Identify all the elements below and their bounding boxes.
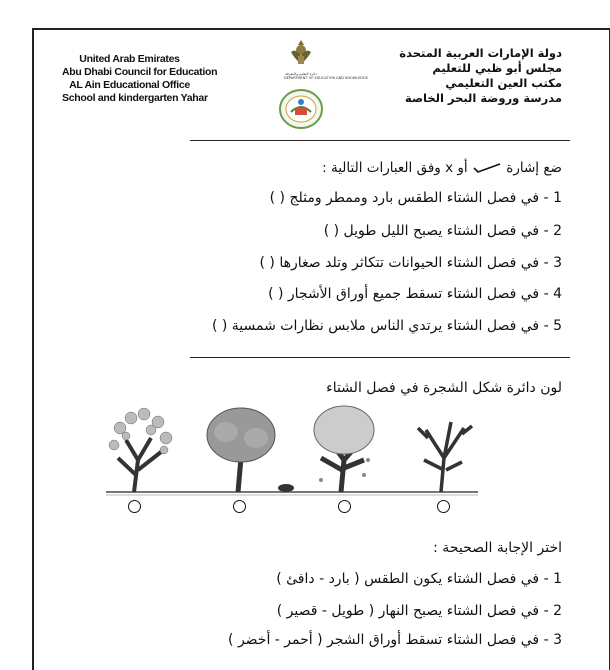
instruction-post: وفق العبارات التالية : <box>322 160 441 176</box>
department-logo <box>284 38 368 80</box>
true-false-item-2: 2 - في فصل الشتاء يصبح الليل طويل ( ) <box>323 223 562 239</box>
seasonal-trees-illustration <box>106 400 478 500</box>
cross-symbol: x <box>445 160 454 176</box>
school-seal <box>278 88 324 134</box>
check-mark-icon <box>472 162 502 174</box>
true-false-item-4: 4 - في فصل الشتاء تسقط جميع أوراق الأشجار ( ) <box>268 286 562 302</box>
header-en-line-3: AL Ain Educational Office <box>69 79 190 91</box>
instruction-pre: ضع إشارة <box>506 160 562 176</box>
tree-answer-circle-4[interactable] <box>437 500 450 513</box>
choice-item-1: 1 - في فصل الشتاء يكون الطقس ( بارد - دافئ ) <box>276 571 562 587</box>
choice-item-3: 3 - في فصل الشتاء تسقط أوراق الشجر ( أحمر - أخضر ) <box>228 632 562 648</box>
true-false-item-3: 3 - في فصل الشتاء الحيوانات تتكاثر وتلد صغارها ( ) <box>259 255 562 271</box>
spring-tree <box>109 408 172 492</box>
header-ar-line-3: مكتب العين التعليمي <box>445 76 562 90</box>
autumn-tree <box>314 406 374 492</box>
header-en-line-1: United Arab Emirates <box>79 53 180 65</box>
header-en-line-2: Abu Dhabi Council for Education <box>62 66 218 78</box>
section1-instruction <box>322 160 562 176</box>
section-divider <box>190 357 570 358</box>
true-false-item-5: 5 - في فصل الشتاء يرتدي الناس ملابس نظارات شمسية ( ) <box>211 318 562 334</box>
header-arabic <box>399 46 562 106</box>
header-ar-line-2: مجلس أبو ظبي للتعليم <box>432 61 562 75</box>
instruction-mid: أو <box>457 160 468 176</box>
winter-tree <box>418 422 472 492</box>
choice-item-2: 2 - في فصل الشتاء يصبح النهار ( طويل - قصير ) <box>276 603 562 619</box>
tree-answer-circle-3[interactable] <box>338 500 351 513</box>
section2-instruction: لون دائرة شكل الشجرة في فصل الشتاء <box>326 380 562 396</box>
summer-tree <box>207 408 294 492</box>
logo-english-text: DEPARTMENT OF EDUCATION AND KNOWLEDGE <box>284 76 368 80</box>
header-english <box>62 53 218 105</box>
header-divider <box>190 140 570 141</box>
true-false-item-1: 1 - في فصل الشتاء الطقس بارد وممطر ومثلج ( ) <box>269 190 562 206</box>
tree-answer-circle-2[interactable] <box>233 500 246 513</box>
logo-arabic-text: دائرة التعليم والمعرفة <box>285 72 317 76</box>
header-ar-line-4: مدرسة وروضة البحر الخاصة <box>404 91 562 105</box>
section3-instruction: اختر الإجابة الصحيحة : <box>433 540 562 556</box>
tree-answer-circle-1[interactable] <box>128 500 141 513</box>
header-ar-line-1: دولة الإمارات العربية المتحدة <box>399 46 562 60</box>
header-en-line-4: School and kindergarten Yahar <box>62 92 208 104</box>
